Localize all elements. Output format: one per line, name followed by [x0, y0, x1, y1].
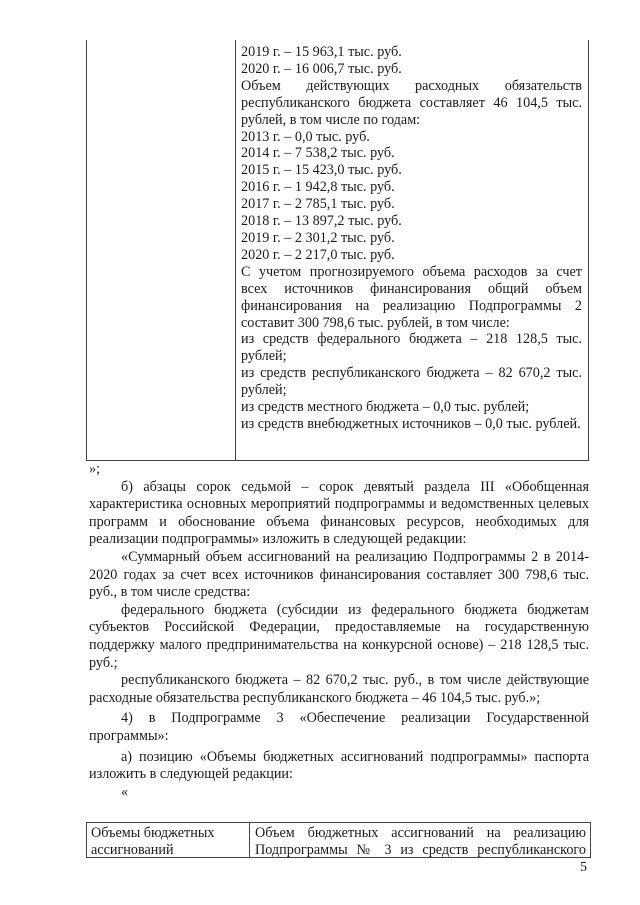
paragraph-item-4: 4) в Подпрограмме 3 «Обеспечение реализации Государственной программы»: [89, 710, 589, 744]
paragraph-total: «Суммарный объем ассигнований на реализацию Подпрограммы 2 в 2014-2020 годах за счет всех источников финансирования составляет 300 798,6 тыс. руб., в том числе средства: [89, 548, 589, 601]
year-line: 2018 г. – 13 897,2 тыс. руб. [241, 213, 402, 230]
table-column-divider [235, 40, 236, 460]
republic-funds-text: из средств республиканского бюджета – 82 670,2 тыс. рублей; [241, 365, 582, 399]
year-line: 2015 г. – 15 423,0 тыс. руб. [241, 162, 402, 179]
forecast-text: С учетом прогнозируемого объема расходов за счет всех источников финансирования общий объем финансирования на реализацию Подпрограммы 2 составит 300 798,6 тыс. рублей, в том числе: [241, 263, 582, 331]
year-line: 2019 г. – 15 963,1 тыс. руб. [241, 44, 402, 60]
extra-funds-text: из средств внебюджетных источников – 0,0 тыс. рублей. [241, 415, 581, 432]
year-line: 2020 г. – 2 217,0 тыс. руб. [241, 246, 395, 263]
paragraph-item-b: б) абзацы сорок седьмой – сорок девятый раздела III «Обобщенная характеристика основных мероприятий подпрограммы и ведомственных целевых программ и обоснование объема финансовых ресурсов, необходимых для реализации подпрограммы» изложить в следующей редакции: [89, 478, 589, 548]
year-line: 2019 г. – 2 301,2 тыс. руб. [241, 229, 395, 246]
local-funds-text: из средств местного бюджета – 0,0 тыс. рублей; [241, 399, 530, 416]
document-body [89, 461, 589, 801]
year-line: 2013 г. – 0,0 тыс. руб. [241, 128, 370, 145]
table-cell-value: Объем бюджетных ассигнований на реализацию Подпрограммы № 3 из средств республиканского [255, 825, 586, 858]
page-number: 5 [580, 860, 587, 875]
republic-obligations-text: Объем действующих расходных обязательств республиканского бюджета составляет 46 104,5 тыс. рублей, в том числе по годам: [241, 77, 582, 128]
year-line: 2017 г. – 2 785,1 тыс. руб. [241, 196, 395, 213]
year-line: 2014 г. – 7 538,2 тыс. руб. [241, 145, 395, 162]
table-cell-label: Объемы бюджетных ассигнований [91, 825, 215, 858]
subprogram-3-passport-table [86, 822, 591, 858]
closing-quote: »; [89, 461, 101, 477]
opening-quote: « [121, 783, 129, 800]
passport-table-fragment [86, 40, 589, 461]
paragraph-republic: республиканского бюджета – 82 670,2 тыс. руб., в том числе действующие расходные обязательства республиканского бюджета – 46 104,5 тыс. руб.»; [89, 672, 589, 706]
table-column-divider [249, 823, 250, 857]
table-cell-funding [241, 44, 582, 433]
paragraph-item-a: а) позицию «Объемы бюджетных ассигнований подпрограммы» паспорта изложить в следующей редакции: [89, 748, 589, 783]
federal-funds-text: из средств федерального бюджета – 218 128,5 тыс. рублей; [241, 331, 582, 365]
year-line: 2016 г. – 1 942,8 тыс. руб. [241, 179, 395, 196]
year-line: 2020 г. – 16 006,7 тыс. руб. [241, 60, 402, 77]
paragraph-federal: федерального бюджета (субсидии из федерального бюджета бюджетам субъектов Российской Федерации, предоставляемые на государственную поддержку малого предпринимательства на конкурсной основе) – 218 128,5 тыс. руб.; [89, 601, 589, 671]
